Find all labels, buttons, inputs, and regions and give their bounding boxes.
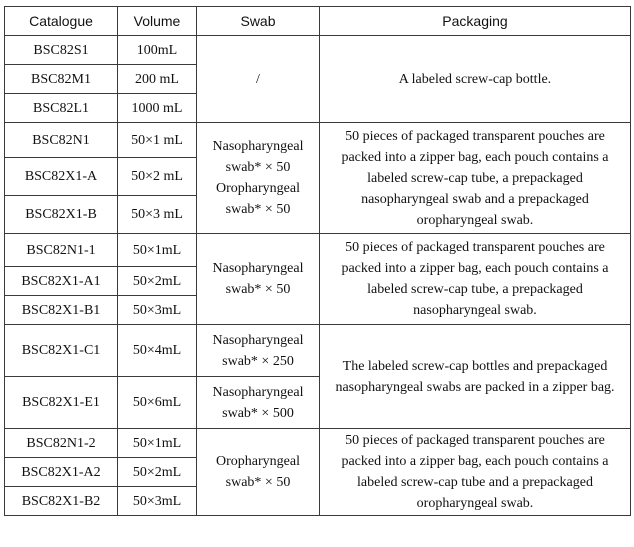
catalogue-cell: BSC82X1-B1 <box>5 296 118 325</box>
catalogue-cell: BSC82X1-B2 <box>5 487 118 516</box>
catalogue-cell: BSC82L1 <box>5 94 118 123</box>
catalogue-cell: BSC82N1 <box>5 123 118 158</box>
header-swab: Swab <box>197 7 320 36</box>
catalogue-cell: BSC82X1-A2 <box>5 458 118 487</box>
volume-cell: 50×3 mL <box>118 196 197 234</box>
volume-cell: 50×1mL <box>118 429 197 458</box>
table-row <box>5 123 631 158</box>
swab-line: swab* × 50 <box>225 202 291 217</box>
table-row <box>5 36 631 65</box>
catalogue-cell: BSC82M1 <box>5 65 118 94</box>
swab-line: Nasopharyngeal <box>212 332 304 348</box>
volume-cell: 50×6mL <box>118 377 197 429</box>
swab-cell <box>197 377 320 429</box>
swab-cell <box>197 429 320 516</box>
volume-cell: 50×2mL <box>118 458 197 487</box>
packaging-cell: 50 pieces of packaged transparent pouches are packed into a zipper bag, each pouch contains a labeled screw-cap tube, a prepackaged nasopharyngeal swab and a prepackaged oropharyngeal swab. <box>320 123 631 234</box>
catalogue-cell: BSC82S1 <box>5 36 118 65</box>
product-spec-table <box>4 6 631 516</box>
volume-cell: 50×3mL <box>118 487 197 516</box>
catalogue-cell: BSC82X1-C1 <box>5 325 118 377</box>
volume-cell: 50×2mL <box>118 267 197 296</box>
swab-cell <box>197 123 320 234</box>
swab-line: Oropharyngeal <box>216 181 300 196</box>
swab-line: Nasopharyngeal <box>212 261 304 276</box>
packaging-cell: 50 pieces of packaged transparent pouches are packed into a zipper bag, each pouch contains a labeled screw-cap tube and a prepackaged oropharyngeal swab. <box>320 429 631 516</box>
swab-cell <box>197 234 320 325</box>
packaging-cell: A labeled screw-cap bottle. <box>320 36 631 123</box>
swab-line: Oropharyngeal <box>216 454 300 469</box>
volume-cell: 50×1mL <box>118 234 197 267</box>
catalogue-cell: BSC82X1-B <box>5 196 118 234</box>
volume-cell: 50×3mL <box>118 296 197 325</box>
volume-cell: 50×4mL <box>118 325 197 377</box>
swab-line: Nasopharyngeal <box>212 384 304 400</box>
swab-line: swab* × 500 <box>222 405 294 421</box>
header-row <box>5 7 631 36</box>
header-volume: Volume <box>118 7 197 36</box>
swab-cell <box>197 325 320 377</box>
volume-cell: 100mL <box>118 36 197 65</box>
volume-cell: 50×2 mL <box>118 158 197 196</box>
catalogue-cell: BSC82X1-E1 <box>5 377 118 429</box>
catalogue-cell: BSC82N1-2 <box>5 429 118 458</box>
catalogue-cell: BSC82N1-1 <box>5 234 118 267</box>
table-row <box>5 429 631 458</box>
table-row <box>5 234 631 267</box>
catalogue-cell: BSC82X1-A1 <box>5 267 118 296</box>
swab-line: swab* × 50 <box>225 160 291 175</box>
header-catalogue: Catalogue <box>5 7 118 36</box>
packaging-cell: The labeled screw-cap bottles and prepackaged nasopharyngeal swabs are packed in a zipper bag. <box>320 325 631 429</box>
packaging-cell: 50 pieces of packaged transparent pouches are packed into a zipper bag, each pouch contains a labeled screw-cap tube, a prepackaged nasopharyngeal swab. <box>320 234 631 325</box>
swab-cell: / <box>197 36 320 123</box>
volume-cell: 200 mL <box>118 65 197 94</box>
volume-cell: 1000 mL <box>118 94 197 123</box>
swab-line: swab* × 250 <box>222 353 294 369</box>
table-row <box>5 325 631 377</box>
header-packaging: Packaging <box>320 7 631 36</box>
swab-line: swab* × 50 <box>225 282 291 297</box>
catalogue-cell: BSC82X1-A <box>5 158 118 196</box>
volume-cell: 50×1 mL <box>118 123 197 158</box>
swab-line: swab* × 50 <box>225 475 291 490</box>
swab-line: Nasopharyngeal <box>212 139 304 154</box>
